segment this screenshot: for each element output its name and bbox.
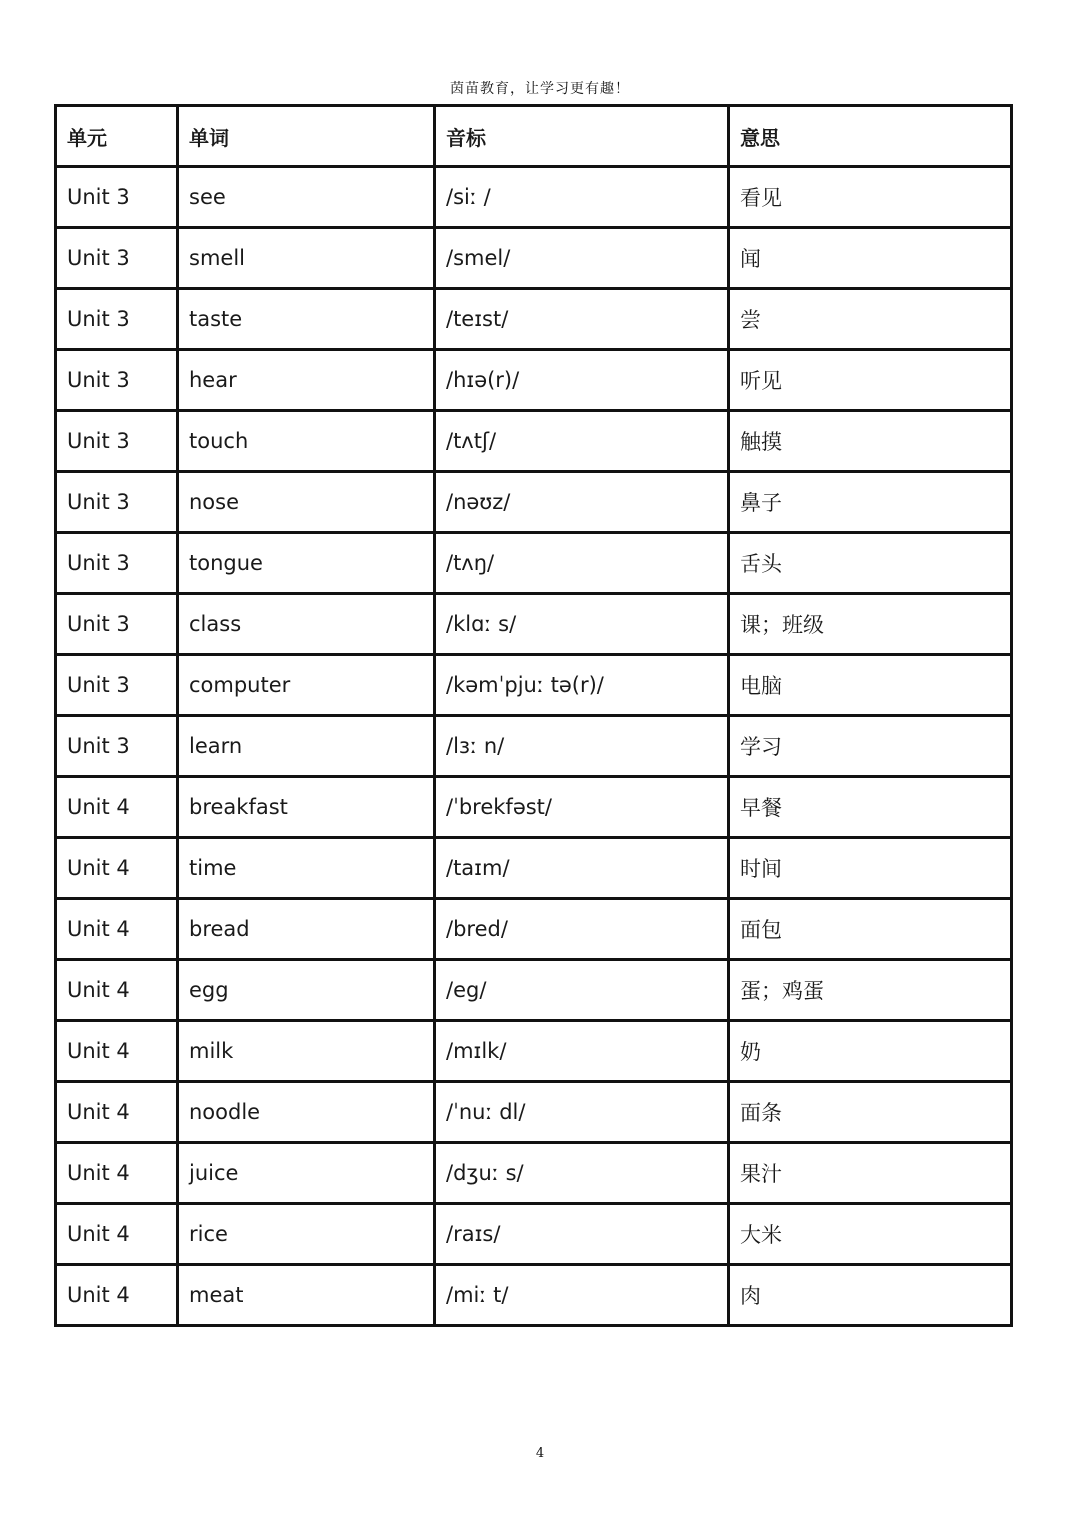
cell-phonetic: /ˈnuː dl/ <box>435 1082 729 1143</box>
cell-unit: Unit 3 <box>56 289 178 350</box>
cell-unit: Unit 3 <box>56 228 178 289</box>
cell-unit: Unit 3 <box>56 655 178 716</box>
cell-unit: Unit 4 <box>56 1204 178 1265</box>
cell-phonetic: /tʌtʃ/ <box>435 411 729 472</box>
cell-phonetic: /raɪs/ <box>435 1204 729 1265</box>
table-row <box>56 472 1012 533</box>
cell-phonetic: /miː t/ <box>435 1265 729 1326</box>
cell-meaning: 课；班级 <box>729 594 1012 655</box>
cell-unit: Unit 4 <box>56 838 178 899</box>
table-row <box>56 533 1012 594</box>
cell-unit: Unit 3 <box>56 472 178 533</box>
cell-phonetic: /nəʊz/ <box>435 472 729 533</box>
table-row <box>56 289 1012 350</box>
cell-word: bread <box>178 899 435 960</box>
cell-word: touch <box>178 411 435 472</box>
cell-meaning: 面包 <box>729 899 1012 960</box>
column-header-phonetic: 音标 <box>435 106 729 167</box>
page-header: 茵苗教育，让学习更有趣！ <box>450 81 630 97</box>
table-row <box>56 1265 1012 1326</box>
cell-phonetic: /kəmˈpjuː tə(r)/ <box>435 655 729 716</box>
cell-meaning: 蛋；鸡蛋 <box>729 960 1012 1021</box>
cell-word: juice <box>178 1143 435 1204</box>
table-row <box>56 777 1012 838</box>
cell-word: tongue <box>178 533 435 594</box>
table-row <box>56 167 1012 228</box>
cell-phonetic: /hɪə(r)/ <box>435 350 729 411</box>
cell-unit: Unit 3 <box>56 411 178 472</box>
table-body <box>56 167 1012 1326</box>
cell-phonetic: /klɑː s/ <box>435 594 729 655</box>
cell-unit: Unit 3 <box>56 167 178 228</box>
cell-phonetic: /ˈbrekfəst/ <box>435 777 729 838</box>
cell-unit: Unit 4 <box>56 960 178 1021</box>
table-row <box>56 228 1012 289</box>
cell-meaning: 学习 <box>729 716 1012 777</box>
cell-unit: Unit 4 <box>56 899 178 960</box>
cell-word: noodle <box>178 1082 435 1143</box>
cell-meaning: 闻 <box>729 228 1012 289</box>
table-row <box>56 1082 1012 1143</box>
cell-phonetic: /teɪst/ <box>435 289 729 350</box>
column-header-word: 单词 <box>178 106 435 167</box>
cell-unit: Unit 3 <box>56 350 178 411</box>
cell-meaning: 舌头 <box>729 533 1012 594</box>
cell-word: breakfast <box>178 777 435 838</box>
cell-word: learn <box>178 716 435 777</box>
cell-phonetic: /taɪm/ <box>435 838 729 899</box>
table-row <box>56 899 1012 960</box>
cell-phonetic: /mɪlk/ <box>435 1021 729 1082</box>
cell-phonetic: /tʌŋ/ <box>435 533 729 594</box>
cell-meaning: 面条 <box>729 1082 1012 1143</box>
vocabulary-table <box>54 104 1013 1327</box>
cell-word: egg <box>178 960 435 1021</box>
cell-unit: Unit 4 <box>56 1265 178 1326</box>
cell-meaning: 听见 <box>729 350 1012 411</box>
cell-phonetic: /siː / <box>435 167 729 228</box>
cell-word: smell <box>178 228 435 289</box>
cell-phonetic: /eg/ <box>435 960 729 1021</box>
cell-word: milk <box>178 1021 435 1082</box>
cell-meaning: 果汁 <box>729 1143 1012 1204</box>
cell-phonetic: /bred/ <box>435 899 729 960</box>
table-row <box>56 655 1012 716</box>
cell-word: class <box>178 594 435 655</box>
column-header-meaning: 意思 <box>729 106 1012 167</box>
cell-meaning: 触摸 <box>729 411 1012 472</box>
cell-phonetic: /smel/ <box>435 228 729 289</box>
cell-unit: Unit 3 <box>56 594 178 655</box>
table-row <box>56 838 1012 899</box>
cell-unit: Unit 4 <box>56 1021 178 1082</box>
cell-word: nose <box>178 472 435 533</box>
table-row <box>56 716 1012 777</box>
cell-meaning: 电脑 <box>729 655 1012 716</box>
cell-meaning: 大米 <box>729 1204 1012 1265</box>
table-row <box>56 1021 1012 1082</box>
cell-meaning: 奶 <box>729 1021 1012 1082</box>
cell-phonetic: /lɜː n/ <box>435 716 729 777</box>
cell-meaning: 鼻子 <box>729 472 1012 533</box>
table-row <box>56 411 1012 472</box>
cell-unit: Unit 3 <box>56 716 178 777</box>
table-row <box>56 350 1012 411</box>
cell-unit: Unit 4 <box>56 777 178 838</box>
cell-meaning: 早餐 <box>729 777 1012 838</box>
cell-word: computer <box>178 655 435 716</box>
cell-phonetic: /dʒuː s/ <box>435 1143 729 1204</box>
table-row <box>56 960 1012 1021</box>
table-row <box>56 1143 1012 1204</box>
cell-meaning: 尝 <box>729 289 1012 350</box>
cell-word: meat <box>178 1265 435 1326</box>
cell-word: time <box>178 838 435 899</box>
page-number: 4 <box>535 1446 545 1461</box>
table-row <box>56 594 1012 655</box>
cell-unit: Unit 3 <box>56 533 178 594</box>
cell-word: rice <box>178 1204 435 1265</box>
cell-word: taste <box>178 289 435 350</box>
table-header-row <box>56 106 1012 167</box>
column-header-unit: 单元 <box>56 106 178 167</box>
cell-word: see <box>178 167 435 228</box>
cell-meaning: 看见 <box>729 167 1012 228</box>
cell-word: hear <box>178 350 435 411</box>
cell-meaning: 时间 <box>729 838 1012 899</box>
table-row <box>56 1204 1012 1265</box>
cell-unit: Unit 4 <box>56 1082 178 1143</box>
cell-meaning: 肉 <box>729 1265 1012 1326</box>
cell-unit: Unit 4 <box>56 1143 178 1204</box>
